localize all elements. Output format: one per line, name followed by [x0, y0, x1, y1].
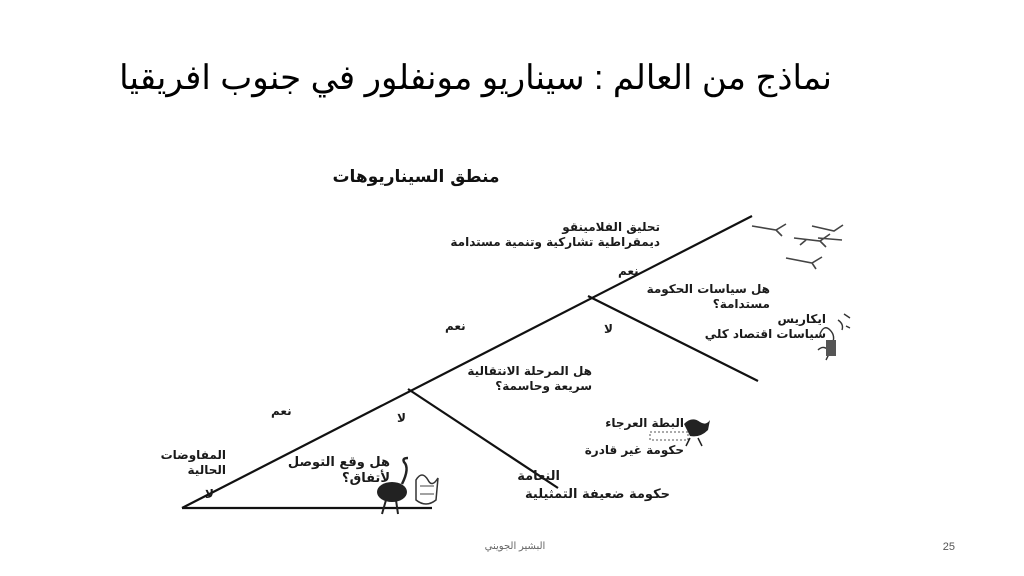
node3-question-line2: مستدامة؟ [712, 297, 770, 311]
node1-no-label: لا [397, 411, 406, 425]
slide-title: نماذج من العالم : سيناريو مونفلور في جنوب افريقيا [119, 59, 832, 97]
root-yes-label: نعم [271, 404, 292, 418]
outcome-duck-description: حكومة غير قادرة [584, 443, 684, 457]
node2-yes-label: نعم [618, 264, 639, 278]
outcome-ostrich-description: حكومة ضعيفة التمثيلية [525, 487, 670, 502]
node1-question-line1: هل وقع التوصل [287, 455, 390, 470]
root-question-line2: الحالية [187, 463, 226, 477]
root-no-label: لا [205, 487, 214, 501]
outcome-ostrich-name: النعامة [517, 469, 560, 484]
outcome-flamingo-description: ديمقراطية تشاركية وتنمية مستدامة [450, 235, 660, 249]
flamingo-birds-icon [752, 224, 843, 269]
root-question-line1: المفاوضات [160, 448, 226, 462]
outcome-icarus [690, 312, 826, 342]
outcome-duck-name: البطة العرجاء [605, 416, 684, 430]
outcome-flamingo [392, 220, 660, 250]
node3-question-line1: هل سياسات الحكومة [646, 282, 770, 296]
node2-question-line2: سريعة وحاسمة؟ [495, 379, 592, 393]
diagram-heading: منطق السيناريوهات [332, 167, 500, 187]
node1-question-line2: لأتفاق؟ [342, 471, 390, 486]
node1-yes-label: نعم [445, 319, 466, 333]
node2-question [440, 364, 592, 394]
outcome-icarus-description: سياسات اقتصاد كلي [704, 327, 826, 341]
node2-question-line1: هل المرحلة الانتقالية [467, 364, 592, 378]
outcome-icarus-name: ايكاريس [777, 312, 826, 326]
outcome-flamingo-name: تحليق الفلامينقو [562, 220, 660, 234]
footer-author: البشير الجويني [484, 541, 546, 552]
root-question [150, 448, 226, 478]
node2-no-label: لا [604, 322, 613, 336]
page-number: 25 [942, 541, 955, 553]
node1-question [262, 455, 390, 487]
node3-question [636, 282, 770, 312]
outcome-duck [560, 416, 684, 458]
outcome-ostrich [460, 468, 670, 504]
